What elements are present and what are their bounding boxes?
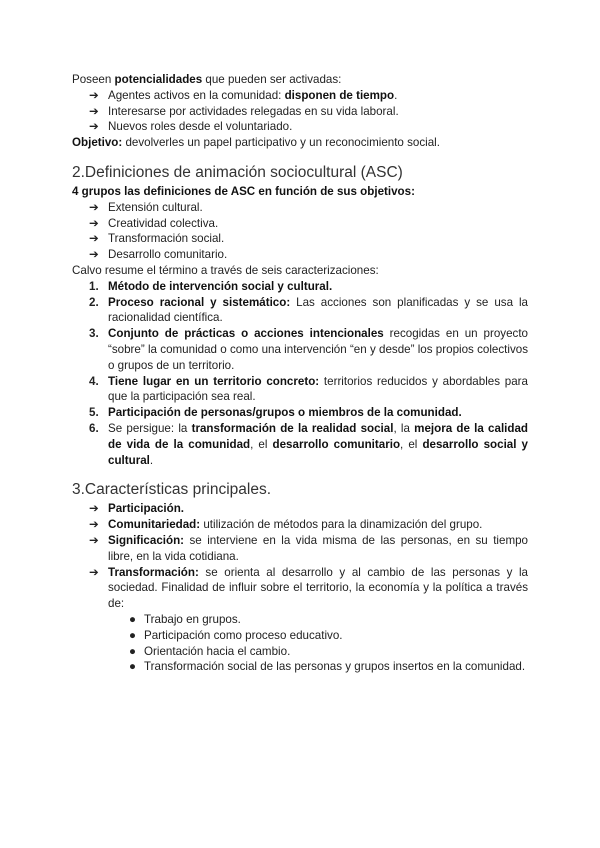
list-item: ➔ Transformación: se orienta al desarrollo y al cambio de las personas y la sociedad. Finalidad de influir sobre el territorio, la economía y la política a través de: — [89, 565, 528, 611]
list-item: ➔ Participación. — [89, 502, 185, 516]
list-item: ➔ Transformación social. — [89, 232, 225, 246]
list-item: 5. Participación de personas/grupos o miembros de la comunidad. — [89, 406, 462, 420]
objective-text: devolverles un papel participativo y un reconocimiento social. — [122, 136, 440, 150]
list-item: ➔ Comunitariedad: utilización de métodos para la dinamización del grupo. — [89, 518, 483, 532]
list-item: 2. Proceso racional y sistemático: Las acciones son planificadas y se usa la racionalidad científica. — [89, 295, 529, 325]
objective-paragraph — [72, 135, 528, 151]
arrow-icon: ➔ — [89, 104, 99, 118]
intro-bold: potencialidades — [114, 73, 203, 86]
arrow-icon: ➔ — [89, 518, 99, 532]
list-item: 4. Tiene lugar en un territorio concreto: territorios reducidos y abordables para que la participación sea real. — [89, 374, 528, 404]
intro-pre: Poseen — [72, 73, 115, 86]
list-item: ➔ Interesarse por actividades relegadas en su vida laboral. — [89, 104, 399, 118]
objective-label: Objetivo: — [72, 136, 123, 150]
list-item: ➔ Desarrollo comunitario. — [89, 248, 228, 262]
list-item: ➔ Creatividad colectiva. — [89, 216, 219, 230]
document-content — [72, 72, 528, 675]
transformacion-sublist — [72, 612, 528, 675]
arrow-icon: ➔ — [89, 200, 99, 214]
list-item: ● Trabajo en grupos. — [129, 612, 241, 626]
section-3-heading: 3.Características principales. — [72, 481, 271, 499]
list-item: ➔ Extensión cultural. — [89, 200, 203, 214]
section-2-heading: 2.Definiciones de animación sociocultural (ASC) — [72, 163, 403, 181]
arrow-icon: ➔ — [89, 533, 99, 547]
list-item: 3. Conjunto de prácticas o acciones intencionales recogidas en un proyecto “sobre” la comunidad o como una intervención “en y desde” los propios colectivos o grupos de un territorio. — [89, 327, 528, 372]
list-item: ➔ Agentes activos en la comunidad: disponen de tiempo. — [89, 88, 398, 102]
arrow-icon: ➔ — [89, 88, 99, 102]
bullet-icon: ● — [129, 660, 137, 674]
bullet-icon: ● — [129, 644, 137, 658]
list-item: ➔ Nuevos roles desde el voluntariado. — [89, 120, 293, 134]
list-item: ➔ Significación: se interviene en la vida misma de las personas, en su tiempo libre, en la vida cotidiana. — [89, 533, 528, 563]
intro-post: que pueden ser activadas: — [202, 73, 342, 86]
list-item: ● Orientación hacia el cambio. — [129, 644, 291, 658]
intro-paragraph — [72, 72, 528, 88]
bullet-icon: ● — [129, 612, 137, 626]
intro-list — [72, 88, 528, 135]
arrow-icon: ➔ — [89, 502, 99, 516]
arrow-icon: ➔ — [89, 565, 99, 579]
caracteristicas-list — [72, 501, 528, 612]
caracterizaciones-list — [72, 279, 528, 469]
list-item: ● Participación como proceso educativo. — [129, 628, 343, 642]
groups-title: 4 grupos las definiciones de ASC en función de sus objetivos: — [72, 184, 415, 198]
arrow-icon: ➔ — [89, 248, 99, 262]
arrow-icon: ➔ — [89, 216, 99, 230]
calvo-paragraph: Calvo resume el término a través de seis caracterizaciones: — [72, 263, 379, 277]
bullet-icon: ● — [129, 628, 137, 642]
groups-list — [72, 200, 528, 263]
list-item: 6. Se persigue: la transformación de la realidad social, la mejora de la calidad de vida de la comunidad, el desarrollo comunitario, el desarrollo social y cultural. — [89, 421, 528, 467]
list-item: ● Transformación social de las personas y grupos insertos en la comunidad. — [129, 660, 526, 674]
arrow-icon: ➔ — [89, 232, 99, 246]
arrow-icon: ➔ — [89, 120, 99, 134]
list-item: 1. Método de intervención social y cultural. — [89, 279, 333, 293]
